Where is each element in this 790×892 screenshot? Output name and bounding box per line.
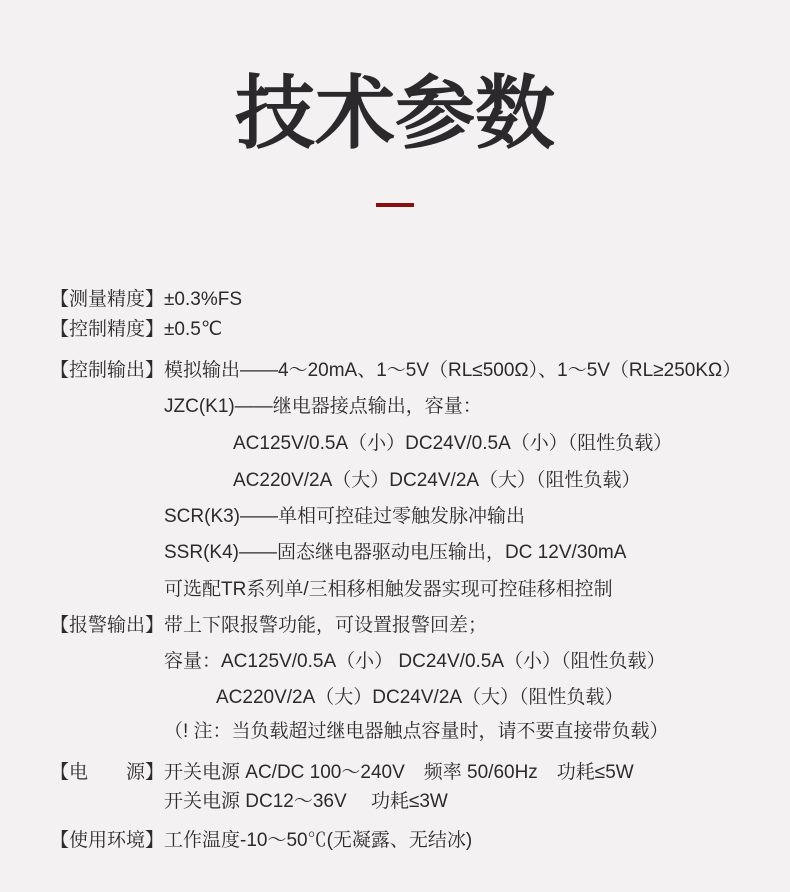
page-title: 技术参数 xyxy=(235,69,555,158)
spec-row-environment xyxy=(50,828,472,854)
spec-value: 开关电源 AC/DC 100～240V 频率 50/60Hz 功耗≤5W xyxy=(164,762,634,783)
spec-label: 【电 源】 xyxy=(50,762,165,783)
spec-label: 【测量精度】 xyxy=(50,289,165,310)
spec-value: ±0.5℃ xyxy=(164,319,223,340)
spec-value: JZC(K1)——继电器接点输出，容量： xyxy=(164,396,482,417)
spec-value: 容量：AC125V/0.5A（小） DC24V/0.5A（小）（阻性负载） xyxy=(164,651,666,672)
spec-line-alarm-note xyxy=(164,719,669,745)
title-divider xyxy=(376,203,414,207)
spec-value: AC125V/0.5A（小）DC24V/0.5A（小）（阻性负载） xyxy=(233,433,673,454)
spec-line-jzc xyxy=(164,394,482,420)
spec-value: （! 注：当负载超过继电器触点容量时，请不要直接带负载） xyxy=(164,721,669,742)
spec-line-power-dc xyxy=(164,789,448,815)
spec-line-scr xyxy=(164,504,525,530)
spec-label: 【控制输出】 xyxy=(50,360,165,381)
spec-line-ssr xyxy=(164,540,626,566)
spec-row-power xyxy=(50,760,634,786)
spec-line-jzc-capacity-large xyxy=(233,468,641,494)
spec-value: 可选配TR系列单/三相移相触发器实现可控硅移相控制 xyxy=(164,579,613,600)
spec-value: 模拟输出——4～20mA、1～5V（RL≤500Ω）、1～5V（RL≥250KΩ） xyxy=(164,360,742,381)
spec-label: 【报警输出】 xyxy=(50,615,165,636)
spec-line-jzc-capacity-small xyxy=(233,431,672,457)
spec-value: AC220V/2A（大）DC24V/2A（大）（阻性负载） xyxy=(216,687,624,708)
spec-line-alarm-capacity-small xyxy=(164,649,666,675)
spec-label: 【使用环境】 xyxy=(50,830,165,851)
spec-value: AC220V/2A（大）DC24V/2A（大）（阻性负载） xyxy=(233,470,641,491)
spec-value: SCR(K3)——单相可控硅过零触发脉冲输出 xyxy=(164,506,526,527)
spec-line-tr-option xyxy=(164,577,613,603)
spec-row-control-output xyxy=(50,358,741,384)
spec-value: 开关电源 DC12～36V 功耗≤3W xyxy=(164,791,448,812)
spec-value: 带上下限报警功能，可设置报警回差； xyxy=(164,615,488,636)
spec-label: 【控制精度】 xyxy=(50,319,165,340)
spec-value: SSR(K4)——固态继电器驱动电压输出，DC 12V/30mA xyxy=(164,542,627,563)
spec-row-measure-accuracy xyxy=(50,287,242,313)
spec-line-alarm-capacity-large xyxy=(216,685,624,711)
spec-row-control-accuracy xyxy=(50,317,222,343)
spec-value: ±0.3%FS xyxy=(164,289,243,310)
spec-row-alarm-output xyxy=(50,613,487,639)
spec-value: 工作温度-10～50℃(无凝露、无结冰) xyxy=(164,830,473,851)
